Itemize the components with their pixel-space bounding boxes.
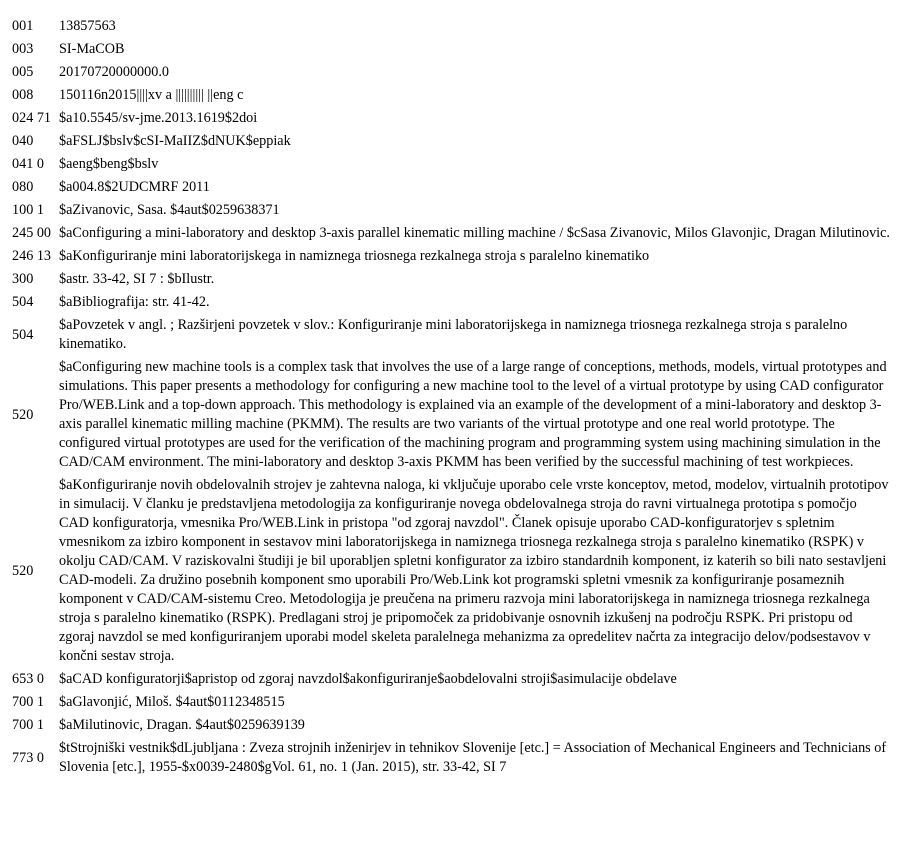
field-value: $aConfiguring a mini-laboratory and desktop 3-axis parallel kinematic milling machine / $cSasa Zivanovic, Milos Glavonjic, Dragan Milutinovic. <box>59 225 890 241</box>
field-value: $a004.8$2UDCMRF 2011 <box>59 179 210 195</box>
field-value: $astr. 33-42, SI 7 : $bIlustr. <box>59 271 215 287</box>
field-tag: 653 0 <box>12 671 44 687</box>
field-value: $aKonfiguriranje novih obdelovalnih strojev je zahtevna naloga, ki vključuje uporabo cele vrste konceptov, metod, modelov, virtualnih prototipov in simulacij. V članku je predstavljena metodologija za konfiguriranje novega obdelovalnega stroja do ravni virtualnega prototipa s pomočjo CAD konfiguratorja, vmesnika Pro/WEB.Link in pristopa "od zgoraj navzdol". Članek opisuje uporabo CAD-konfiguratorjev s spletnim vmesnikom za izbiro komponent in sestavov mini laboratorijskega in namiznega triosnega rezkalnega stroja s paralelno kinematiko (RSPK) v okolju CAD/CAM. V raziskovalni študiji je bil uporabljen spletni konfigurator za izbiro standardnih komponent, iz katerih so bili nato sestavljeni CAD-modeli. Za družino posebnih komponent smo uporabili Pro/Web.Link kot programski spletni vmesnik za konfiguriranje posameznih komponent v CAD/CAM-sistemu Creo. Metodologija je preučena na primeru razvoja mini laboratorijskega in namiznega triosnega rezkalnega stroja s paralelno kinematiko (RSPK). Predlagani stroj je pripomoček za pridobivanje osnovnih izkušenj na področju RSPK. Pri pristopu od zgoraj navzdol se med konfiguriranjem uporabi model skeleta paralelnega mehanizma za opredelitev načrta za integracijo delov/podsestavov v končni sestav stroja. <box>59 477 889 664</box>
field-tag: 773 0 <box>12 749 44 766</box>
field-tag: 504 <box>12 294 34 310</box>
field-value: 20170720000000.0 <box>59 64 169 80</box>
field-value: $aGlavonjić, Miloš. $4aut$0112348515 <box>59 694 285 710</box>
marc-field-520-abstract-english <box>12 357 890 473</box>
marc-record-table <box>12 14 890 780</box>
field-value: $aZivanovic, Sasa. $4aut$0259638371 <box>59 202 280 218</box>
field-tag: 041 0 <box>12 156 44 172</box>
field-tag: 005 <box>12 64 34 80</box>
field-value: $tStrojniški vestnik$dLjubljana : Zveza strojnih inženirjev in tehnikov Slovenije [etc.] = Association of Mechanical Engineers and Technicians of Slovenia [etc.], 1955-$x0039-2480$gVol. 61, no. 1 (Jan. 2015), str. 33-42, SI 7 <box>59 740 887 775</box>
field-tag: 520 <box>12 406 34 423</box>
field-value: 150116n2015||||xv a |||||||||| ||eng c <box>59 87 244 103</box>
marc-record-body <box>12 16 890 778</box>
marc-field-003 <box>12 39 890 60</box>
field-value: $aeng$beng$bslv <box>59 156 159 172</box>
marc-field-653 <box>12 669 890 690</box>
field-value: $aPovzetek v angl. ; Razširjeni povzetek v slov.: Konfiguriranje mini laboratorijskega in namiznega triosnega rezkalnega stroja s paralelno kinematiko. <box>59 317 848 352</box>
marc-field-300 <box>12 269 890 290</box>
marc-field-008 <box>12 85 890 106</box>
marc-field-246 <box>12 246 890 267</box>
field-value: 13857563 <box>59 18 116 34</box>
field-tag: 001 <box>12 18 34 34</box>
field-value: $aBibliografija: str. 41-42. <box>59 294 210 310</box>
field-tag: 300 <box>12 271 34 287</box>
marc-field-040 <box>12 131 890 152</box>
field-tag: 003 <box>12 41 34 57</box>
field-tag: 700 1 <box>12 694 44 710</box>
field-tag: 246 13 <box>12 248 52 264</box>
field-tag: 080 <box>12 179 34 195</box>
field-value: $aMilutinovic, Dragan. $4aut$0259639139 <box>59 717 305 733</box>
marc-field-001 <box>12 16 890 37</box>
marc-field-100 <box>12 200 890 221</box>
marc-field-041 <box>12 154 890 175</box>
field-tag: 245 00 <box>12 225 52 241</box>
field-tag: 008 <box>12 87 34 103</box>
field-value: $aConfiguring new machine tools is a complex task that involves the use of a large range of conceptions, methods, models, virtual prototypes and simulations. This paper presents a methodology for configuring a new machine tool to the level of a virtual prototype by using CAD configurator Pro/WEB.Link and a top-down approach. This methodology is explained via an example of the development of a mini-laboratory and desktop 3-axis parallel kinematic milling machine (PKMM). The results are two variants of the virtual prototype and one real world prototype. The configured virtual prototypes are used for the verification of the machining program and programming system using machining simulation in the CAD/CAM environment. The mini-laboratory and desktop 3-axis PKMM has been verified by the successful machining of test workpieces. <box>59 359 887 470</box>
field-tag: 100 1 <box>12 202 44 218</box>
field-value: $a10.5545/sv-jme.2013.1619$2doi <box>59 110 258 126</box>
field-tag: 520 <box>12 562 34 579</box>
field-tag: 700 1 <box>12 717 44 733</box>
marc-field-005 <box>12 62 890 83</box>
field-tag: 504 <box>12 326 34 343</box>
field-tag: 024 71 <box>12 110 52 126</box>
marc-field-080 <box>12 177 890 198</box>
marc-field-504-summary-note <box>12 315 890 355</box>
marc-field-024 <box>12 108 890 129</box>
marc-field-504-bibliography <box>12 292 890 313</box>
field-value: SI-MaCOB <box>59 41 125 57</box>
marc-field-773 <box>12 738 890 778</box>
field-value: $aFSLJ$bslv$cSI-MaIIZ$dNUK$eppiak <box>59 133 291 149</box>
field-value: $aCAD konfiguratorji$apristop od zgoraj navzdol$akonfiguriranje$aobdelovalni stroji$asimulacije obdelave <box>59 671 677 687</box>
marc-field-245 <box>12 223 890 244</box>
field-tag: 040 <box>12 133 34 149</box>
marc-field-520-abstract-slovenian <box>12 475 890 667</box>
field-value: $aKonfiguriranje mini laboratorijskega in namiznega triosnega rezkalnega stroja s paralelno kinematiko <box>59 248 650 264</box>
marc-field-700-glavonjic <box>12 692 890 713</box>
marc-field-700-milutinovic <box>12 715 890 736</box>
